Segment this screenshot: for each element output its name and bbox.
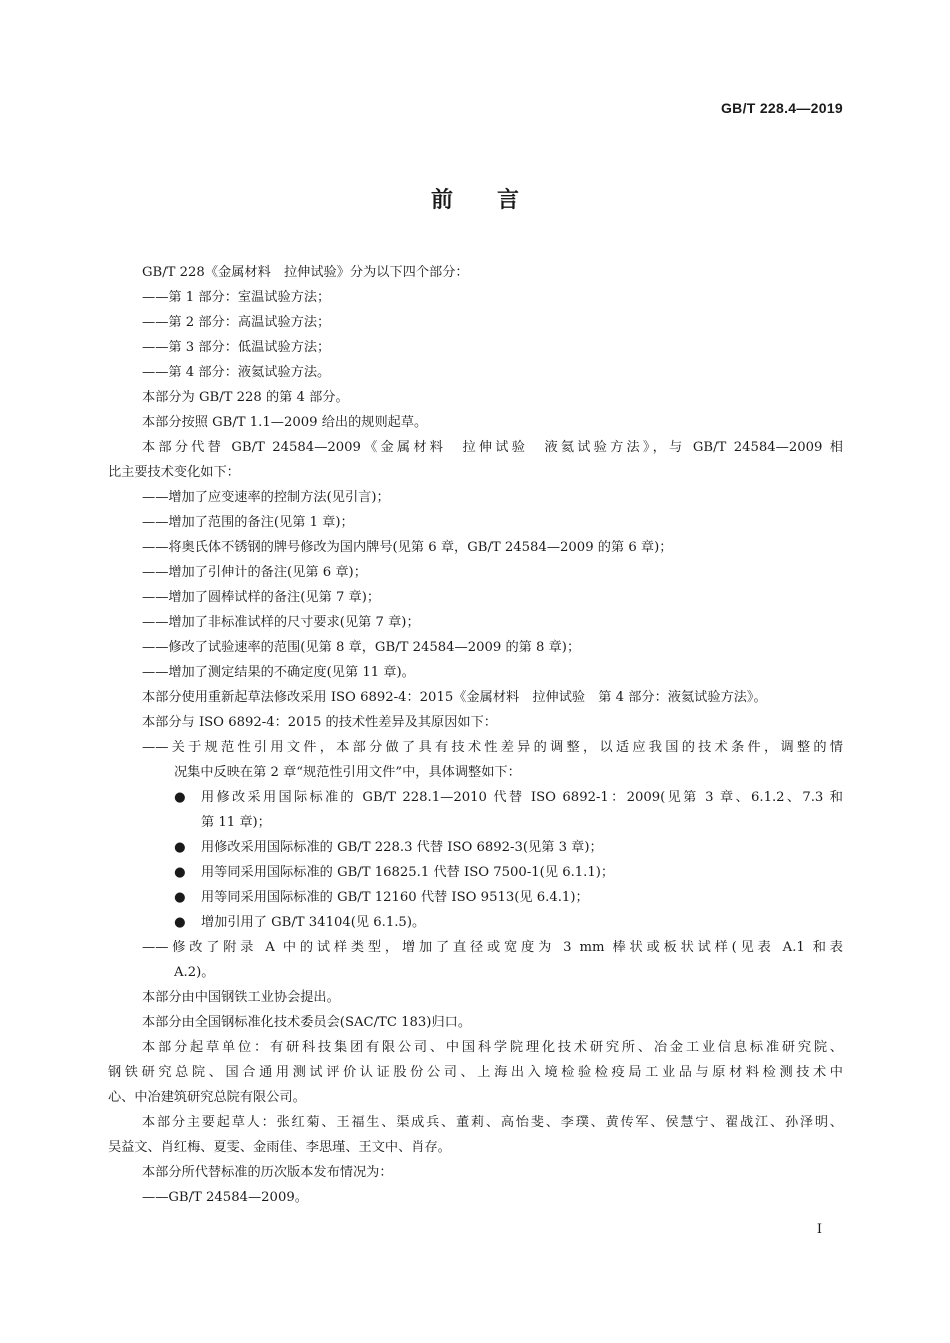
text-line: ——GB/T 24584—2009。 bbox=[142, 1190, 308, 1205]
text-line: 本部分按照 GB/T 1.1—2009 给出的规则起草。 bbox=[142, 415, 428, 430]
text-line: 本部分主要起草人：张红菊、王福生、渠成兵、董莉、高怡斐、李璞、黄传军、侯慧宁、翟战江、孙泽明、 bbox=[142, 1115, 843, 1130]
text-line: 本部分所代替标准的历次版本发布情况为： bbox=[142, 1165, 393, 1180]
text-line: ——修改了试验速率的范围(见第 8 章，GB/T 24584—2009 的第 8 章)； bbox=[142, 640, 581, 655]
text-line: 吴益文、肖红梅、夏雯、金雨佳、李思瑾、王文中、肖存。 bbox=[108, 1140, 451, 1155]
text-line: 本部分起草单位：有研科技集团有限公司、中国科学院理化技术研究所、冶金工业信息标准研究院、 bbox=[142, 1040, 843, 1055]
text-line: 钢铁研究总院、国合通用测试评价认证股份公司、上海出入境检验检疫局工业品与原材料检测技术中 bbox=[108, 1065, 843, 1080]
text-line: ——增加了测定结果的不确定度(见第 11 章)。 bbox=[142, 665, 415, 680]
bullet-item-line bbox=[108, 885, 843, 910]
text-line: ——关于规范性引用文件，本部分做了具有技术性差异的调整，以适应我国的技术条件，调整的情 bbox=[142, 740, 843, 755]
bullet-icon: ● bbox=[174, 915, 186, 930]
text-line: 本部分使用重新起草法修改采用 ISO 6892-4：2015《金属材料 拉伸试验 第 4 部分：液氦试验方法》。 bbox=[142, 690, 767, 705]
bullet-item-line bbox=[108, 785, 843, 810]
text-line: ——增加了圆棒试样的备注(见第 7 章)； bbox=[142, 590, 381, 605]
bullet-item-line bbox=[108, 860, 843, 885]
text-line: ——增加了非标准试样的尺寸要求(见第 7 章)； bbox=[142, 615, 420, 630]
text-line: ——增加了应变速率的控制方法(见引言)； bbox=[142, 490, 390, 505]
text-line: GB/T 228《金属材料 拉伸试验》分为以下四个部分： bbox=[142, 265, 469, 280]
bullet-item-line bbox=[108, 910, 843, 935]
text-line: ——第 3 部分：低温试验方法； bbox=[142, 340, 331, 355]
bullet-icon: ● bbox=[174, 890, 186, 905]
text-line: 本部分由全国钢标准化技术委员会(SAC/TC 183)归口。 bbox=[142, 1015, 472, 1030]
text-line: 本部分与 ISO 6892-4：2015 的技术性差异及其原因如下： bbox=[142, 715, 497, 730]
text-line: ——第 4 部分：液氦试验方法。 bbox=[142, 365, 331, 380]
standard-code: GB/T 228.4—2019 bbox=[720, 100, 843, 116]
text-line: 比主要技术变化如下： bbox=[108, 465, 240, 480]
text-line: ——增加了引伸计的备注(见第 6 章)； bbox=[142, 565, 367, 580]
bullet-text: 增加引用了 GB/T 34104(见 6.1.5)。 bbox=[201, 915, 426, 930]
bullet-icon: ● bbox=[174, 790, 186, 805]
text-line: 心、中冶建筑研究总院有限公司。 bbox=[108, 1090, 306, 1105]
preface-body bbox=[108, 260, 843, 1210]
text-line: ——修改了附录 A 中的试样类型，增加了直径或宽度为 3 mm 棒状或板状试样(见表 A.1 和表 bbox=[142, 940, 843, 955]
bullet-text: 用等同采用国际标准的 GB/T 12160 代替 ISO 9513(见 6.4.1)； bbox=[201, 890, 589, 905]
text-line: ——第 1 部分：室温试验方法； bbox=[142, 290, 331, 305]
text-line: ——第 2 部分：高温试验方法； bbox=[142, 315, 331, 330]
text-line: 况集中反映在第 2 章“规范性引用文件”中，具体调整如下： bbox=[174, 765, 521, 780]
text-line: 本部分由中国钢铁工业协会提出。 bbox=[142, 990, 340, 1005]
text-line: A.2)。 bbox=[174, 965, 215, 980]
bullet-icon: ● bbox=[174, 840, 186, 855]
bullet-text: 用修改采用国际标准的 GB/T 228.3 代替 ISO 6892-3(见第 3 章)； bbox=[201, 840, 603, 855]
page-number: I bbox=[816, 1222, 822, 1237]
bullet-icon: ● bbox=[174, 865, 186, 880]
bullet-text: 用修改采用国际标准的 GB/T 228.1—2010 代替 ISO 6892-1：2009(见第 3 章、6.1.2、7.3 和 bbox=[201, 790, 843, 805]
text-line: 第 11 章)； bbox=[201, 815, 271, 830]
bullet-text: 用等同采用国际标准的 GB/T 16825.1 代替 ISO 7500-1(见 6.1.1)； bbox=[201, 865, 615, 880]
text-line: 本部分代替 GB/T 24584—2009《金属材料 拉伸试验 液氦试验方法》，与 GB/T 24584—2009 相 bbox=[142, 440, 843, 455]
page-title: 前言 bbox=[430, 188, 563, 213]
bullet-item-line bbox=[108, 835, 843, 860]
text-line: ——将奥氏体不锈钢的牌号修改为国内牌号(见第 6 章，GB/T 24584—2009 的第 6 章)； bbox=[142, 540, 673, 555]
text-line: ——增加了范围的备注(见第 1 章)； bbox=[142, 515, 354, 530]
text-line: 本部分为 GB/T 228 的第 4 部分。 bbox=[142, 390, 349, 405]
